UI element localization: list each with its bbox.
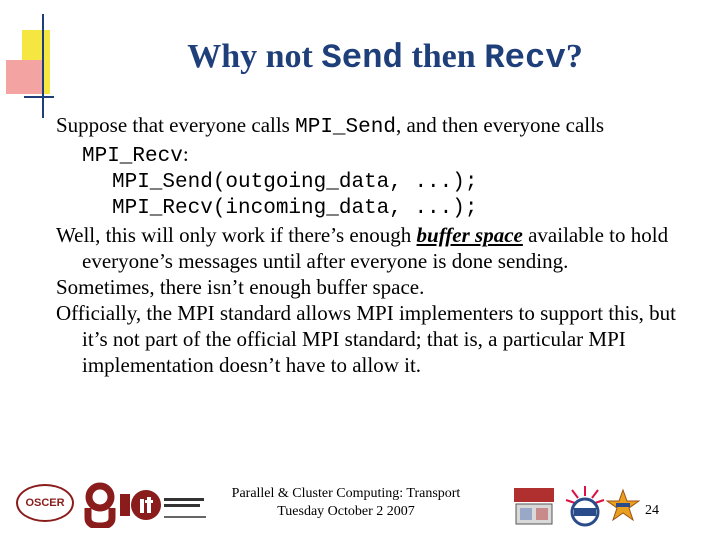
- paragraph-buffer: [56, 222, 676, 274]
- title-text-3: ?: [565, 38, 583, 75]
- slide-body: [56, 112, 676, 378]
- p2-text-a: Well, this will only work if there’s enough: [56, 223, 417, 247]
- code-line-recv: MPI_Recv(incoming_data, ...);: [112, 197, 478, 220]
- p2-text-c: available to hold everyone’s messages until after everyone is done sending.: [82, 223, 669, 273]
- ou-logo: [82, 482, 118, 528]
- title-text-1: Why not: [187, 38, 322, 75]
- footer-caption: [230, 485, 462, 521]
- code-line-send: MPI_Send(outgoing_data, ...);: [112, 171, 478, 194]
- decor-horizontal-line: [24, 96, 54, 98]
- title-code-recv: Recv: [484, 40, 566, 78]
- footer-date: Tuesday October 2 2007: [277, 504, 415, 519]
- paragraph-officially: Officially, the MPI standard allows MPI implementers to support this, but it’s not part of the official MPI standard; that is, a particular MPI implementation doesn’t have to allow it.: [56, 301, 677, 377]
- p1-text-a: Suppose that everyone calls: [56, 113, 296, 137]
- title-text-2: then: [402, 38, 485, 75]
- p1-code-recv: MPI_Recv: [82, 145, 183, 168]
- supercomputing-logo: [512, 486, 556, 526]
- title-code-send: Send: [321, 40, 403, 78]
- paragraph-sometimes: Sometimes, there isn’t enough buffer space.: [56, 275, 425, 299]
- p1-text-e: :: [182, 142, 189, 166]
- information-technology-logo: [118, 486, 208, 524]
- sc07-logo: [562, 482, 608, 528]
- page-number: 24: [645, 503, 659, 518]
- footer-course-title: Parallel & Cluster Computing: Transport: [231, 486, 461, 501]
- slide-title: [0, 38, 720, 78]
- oscer-logo: OSCER: [16, 484, 74, 522]
- star-logo: [606, 488, 640, 522]
- p2-emphasis-buffer-space: buffer space: [416, 223, 523, 247]
- paragraph-suppose: [56, 112, 676, 170]
- p1-text-c: , and then everyone calls: [395, 113, 605, 137]
- p1-code-send: MPI_Send: [295, 116, 396, 139]
